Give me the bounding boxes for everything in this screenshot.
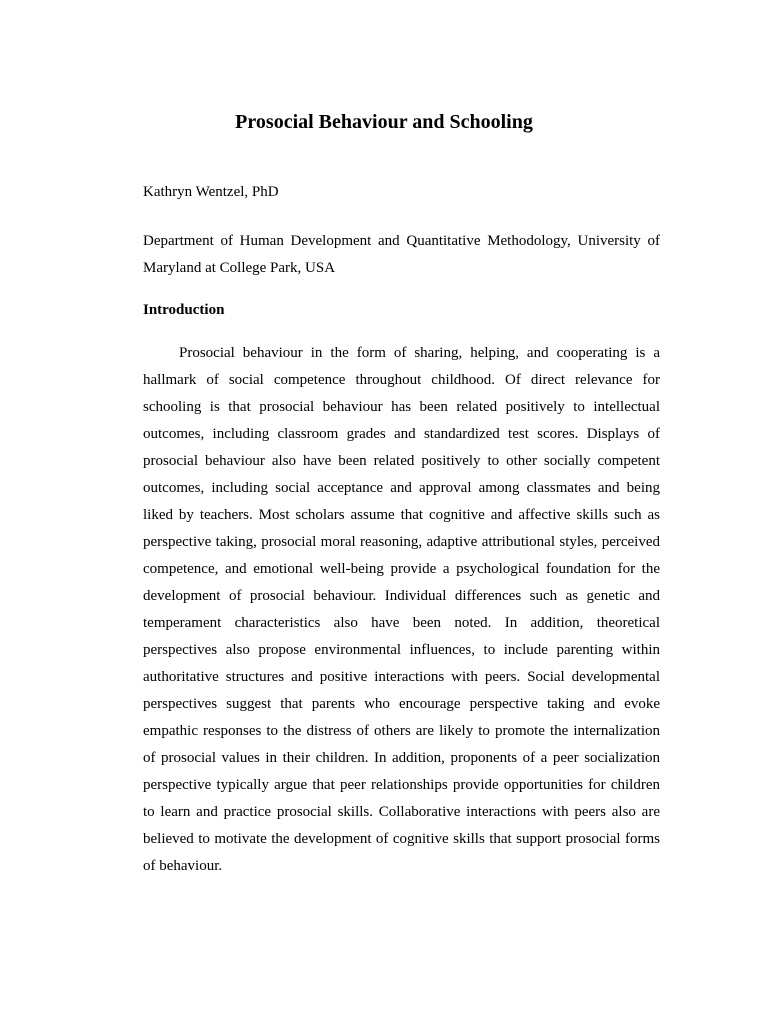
- introduction-paragraph: Prosocial behaviour in the form of sharing, helping, and cooperating is a hallmark of social competence throughout childhood. Of direct relevance for schooling is that prosocial behaviour has been related positively to intellectual outcomes, including classroom grades and standardized test scores. Displays of prosocial behaviour also have been related positively to other socially competent outcomes, including social acceptance and approval among classmates and being liked by teachers. Most scholars assume that cognitive and affective skills such as perspective taking, prosocial moral reasoning, adaptive attributional styles, perceived competence, and emotional well-being provide a psychological foundation for the development of prosocial behaviour. Individual differences such as genetic and temperament characteristics also have been noted. In addition, theoretical perspectives also propose environmental influences, to include parenting within authoritative structures and positive interactions with peers. Social developmental perspectives suggest that parents who encourage perspective taking and evoke empathic responses to the distress of others are likely to promote the internalization of prosocial values in their children. In addition, proponents of a peer socialization perspective typically argue that peer relationships provide opportunities for children to learn and practice prosocial skills. Collaborative interactions with peers also are believed to motivate the development of cognitive skills that support prosocial forms of behaviour.: [143, 345, 660, 874]
- document-title: Prosocial Behaviour and Schooling: [235, 111, 533, 133]
- author-name: Kathryn Wentzel, PhD: [143, 184, 279, 200]
- section-heading-introduction: Introduction: [143, 302, 225, 318]
- author-affiliation: Department of Human Development and Quantitative Methodology, University of Maryland at College Park, USA: [143, 233, 660, 276]
